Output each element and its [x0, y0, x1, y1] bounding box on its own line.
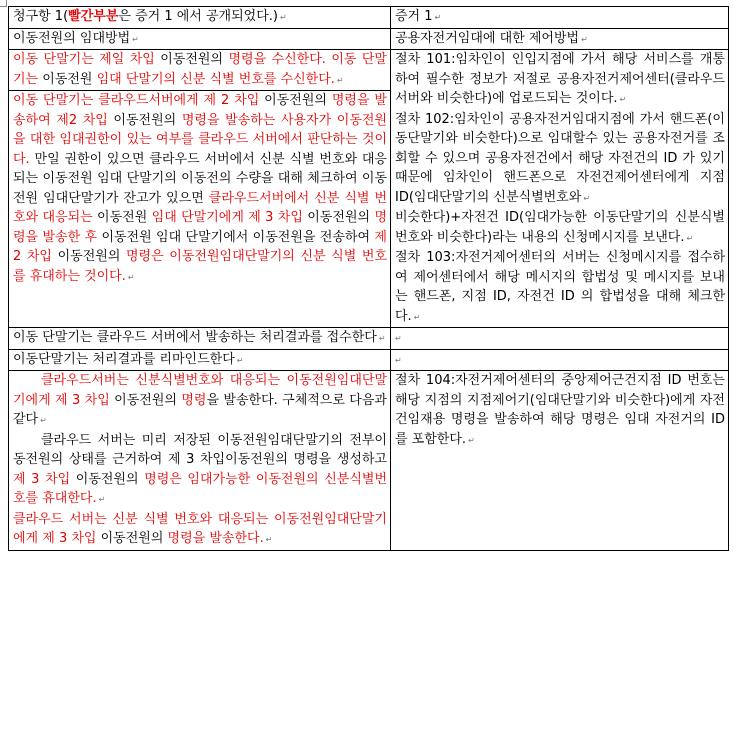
claim-cell [9, 50, 391, 328]
evidence-header-text: 증거 1 ↵ [395, 7, 725, 28]
claim-paragraph: 이동 단말기는 제일 차입 이동전원의 명령을 수신한다. 이동 단말기는 이동전원 임대 단말기의 신분 식별 번호를 수신한다. ↵ [13, 50, 387, 90]
evidence-header-cell [391, 7, 729, 29]
claim-cell: 이동 단말기는 클라우드 서버에서 발송하는 처리결과를 접수한다 ↵ [9, 328, 391, 350]
claim-header-cell [9, 7, 391, 29]
evidence-paragraph: 절차 104:자전거제어센터의 중앙제어근건지점 ID 번호는 해당 지점의 지점제어기(임대단말기와 비슷한다)에게 자전건임재용 명령을 발송하여 해당 명령은 임대 자전거의 ID 를 포함한다. ↵ [395, 371, 725, 450]
page-corner-marker [0, 0, 7, 7]
claim-comparison-table [8, 6, 729, 551]
evidence-cell [391, 371, 729, 551]
claim-paragraph: 클라우드 서버는 미리 저장된 이동전원임대단말기의 전부이동전원의 상태를 근거하여 제 3 차입이동전원의 명령을 생성하고 제 3 차입 이동전원의 명령은 임대가능한 이동전원의 신분식별번호를 휴대한다. ↵ [13, 431, 387, 510]
evidence-cell [391, 50, 729, 328]
table-row [9, 328, 729, 350]
evidence-paragraph: 비슷한다)+자전건 ID(임대가능한 이동단말기의 신분식별번호와 비슷한다)라는 내용의 신청메시지를 보낸다. ↵ [395, 208, 725, 248]
evidence-paragraph: 절차 101:임차인이 인입지점에 가서 해당 서비스를 개통하여 필수한 정보가 저절로 공용자전거제어센터(클라우드서버와 비슷한다)에 업로드되는 것이다. ↵ [395, 50, 725, 110]
claim-cell: 이동단말기는 처리결과를 리마인드한다 ↵ [9, 349, 391, 371]
table-row [9, 28, 729, 50]
evidence-paragraph: 절차 102:임차인이 공용자전거임대지점에 가서 핸드폰(이동단말기와 비슷한다)으로 임대할수 있는 공용자전거를 조회할 수 있으며 공용자전건에서 해당 자전건의 ID 가 있기 때문에 임차인이 핸드폰으로 자전건제어센터에게 지점 ID(임대단말기의 신분식별번호와 ↵ [395, 110, 725, 209]
table-row [9, 349, 729, 371]
claim-paragraph: 클라우드 서버는 신분 식별 번호와 대응되는 이동전원임대단말기에게 제 3 차입 이동전원의 명령을 발송한다. ↵ [13, 510, 387, 550]
table-row [9, 7, 729, 29]
evidence-cell: 공용자전거임대에 대한 제어방법 ↵ [391, 28, 729, 50]
claim-header-text: 청구항 1(빨간부분은 증거 1 에서 공개되었다.) ↵ [13, 7, 387, 28]
evidence-cell-empty [391, 328, 729, 350]
claim-paragraph: 클라우드서버는 신분식별번호와 대응되는 이동전원임대단말기에게 제 3 차입 이동전원의 명령을 발송한다. 구체적으로 다음과 같다 ↵ [13, 371, 387, 431]
claim-paragraph: 이동 단말기는 클라우드서버에게 제 2 차입 이동전원의 명령을 발송하여 제2 차입 이동전원의 명령을 발송하는 사용자가 이동전원을 대한 임대권한이 있는 여부를 클라우드 서버에서 판단하는 것이다. 만일 권한이 있으면 클라우드 서버에서 신분 식별 번호와 대응되는 이동전원 임대 단말기의 이동전의 수량을 대해 체크하여 이동전원 임대단말기가 잔고가 있으면 클라우드서버에서 신분 식별 번호와 대응되는 이동전원 임대 단말기에게 제 3 차입 이동전원의 명령을 발송한 후 이동전원 임대 단말기에서 이동전원을 전송하여 제2 차입 이동전원의 명령은 이동전원임대단말기의 신분 식별 번호를 휴대하는 것이다. ↵ [13, 91, 387, 287]
table-row [9, 371, 729, 551]
table-row [9, 50, 729, 328]
evidence-cell-empty [391, 349, 729, 371]
claim-cell [9, 371, 391, 551]
claim-cell: 이동전원의 임대방법 ↵ [9, 28, 391, 50]
evidence-paragraph: 절차 103:자전거제어센터의 서버는 신청메시지를 접수하여 제어센터에서 해당 메시지의 합법성 및 메시지를 보내는 핸드폰, 지점 ID, 자전건 ID 의 합법성을 대해 체크한다. ↵ [395, 248, 725, 327]
